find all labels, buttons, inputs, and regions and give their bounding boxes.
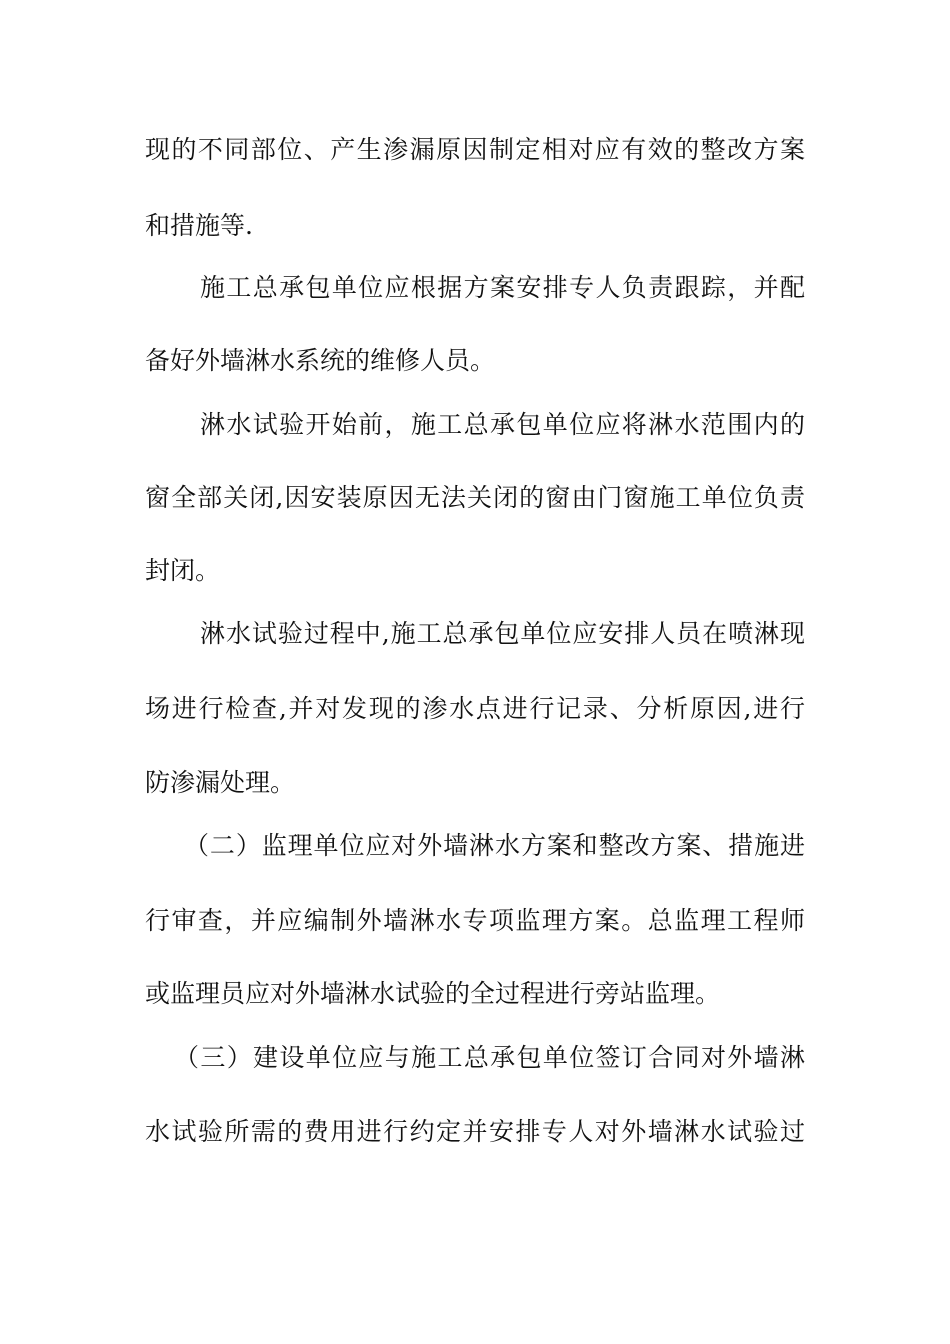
paragraph-line: （二）监理单位应对外墙淋水方案和整改方案、措施进 <box>184 831 805 860</box>
paragraph-line: 淋水试验过程中,施工总承包单位应安排人员在喷淋现 <box>200 619 805 648</box>
paragraph-line: 行审查，并应编制外墙淋水专项监理方案。总监理工程师 <box>145 906 805 935</box>
paragraph-line: 水试验所需的费用进行约定并安排专人对外墙淋水试验过 <box>145 1117 805 1146</box>
paragraph-line: 封闭。 <box>145 556 221 585</box>
paragraph-line: 备好外墙淋水系统的维修人员。 <box>145 346 496 375</box>
paragraph-line: 施工总承包单位应根据方案安排专人负责跟踪，并配 <box>200 273 805 302</box>
paragraph-line: 淋水试验开始前，施工总承包单位应将淋水范围内的 <box>200 410 805 439</box>
paragraph-line: （三）建设单位应与施工总承包单位签订合同对外墙淋 <box>174 1043 805 1072</box>
paragraph-line: 或监理员应对外墙淋水试验的全过程进行旁站监理。 <box>145 979 721 1008</box>
paragraph-line: 现的不同部位、产生渗漏原因制定相对应有效的整改方案 <box>145 135 805 164</box>
paragraph-line: 窗全部关闭,因安装原因无法关闭的窗由门窗施工单位负责 <box>145 483 805 512</box>
paragraph-line: 和措施等. <box>145 211 253 240</box>
paragraph-line: 防渗漏处理。 <box>145 768 296 797</box>
paragraph-line: 场进行检查,并对发现的渗水点进行记录、分析原因,进行 <box>145 694 805 723</box>
